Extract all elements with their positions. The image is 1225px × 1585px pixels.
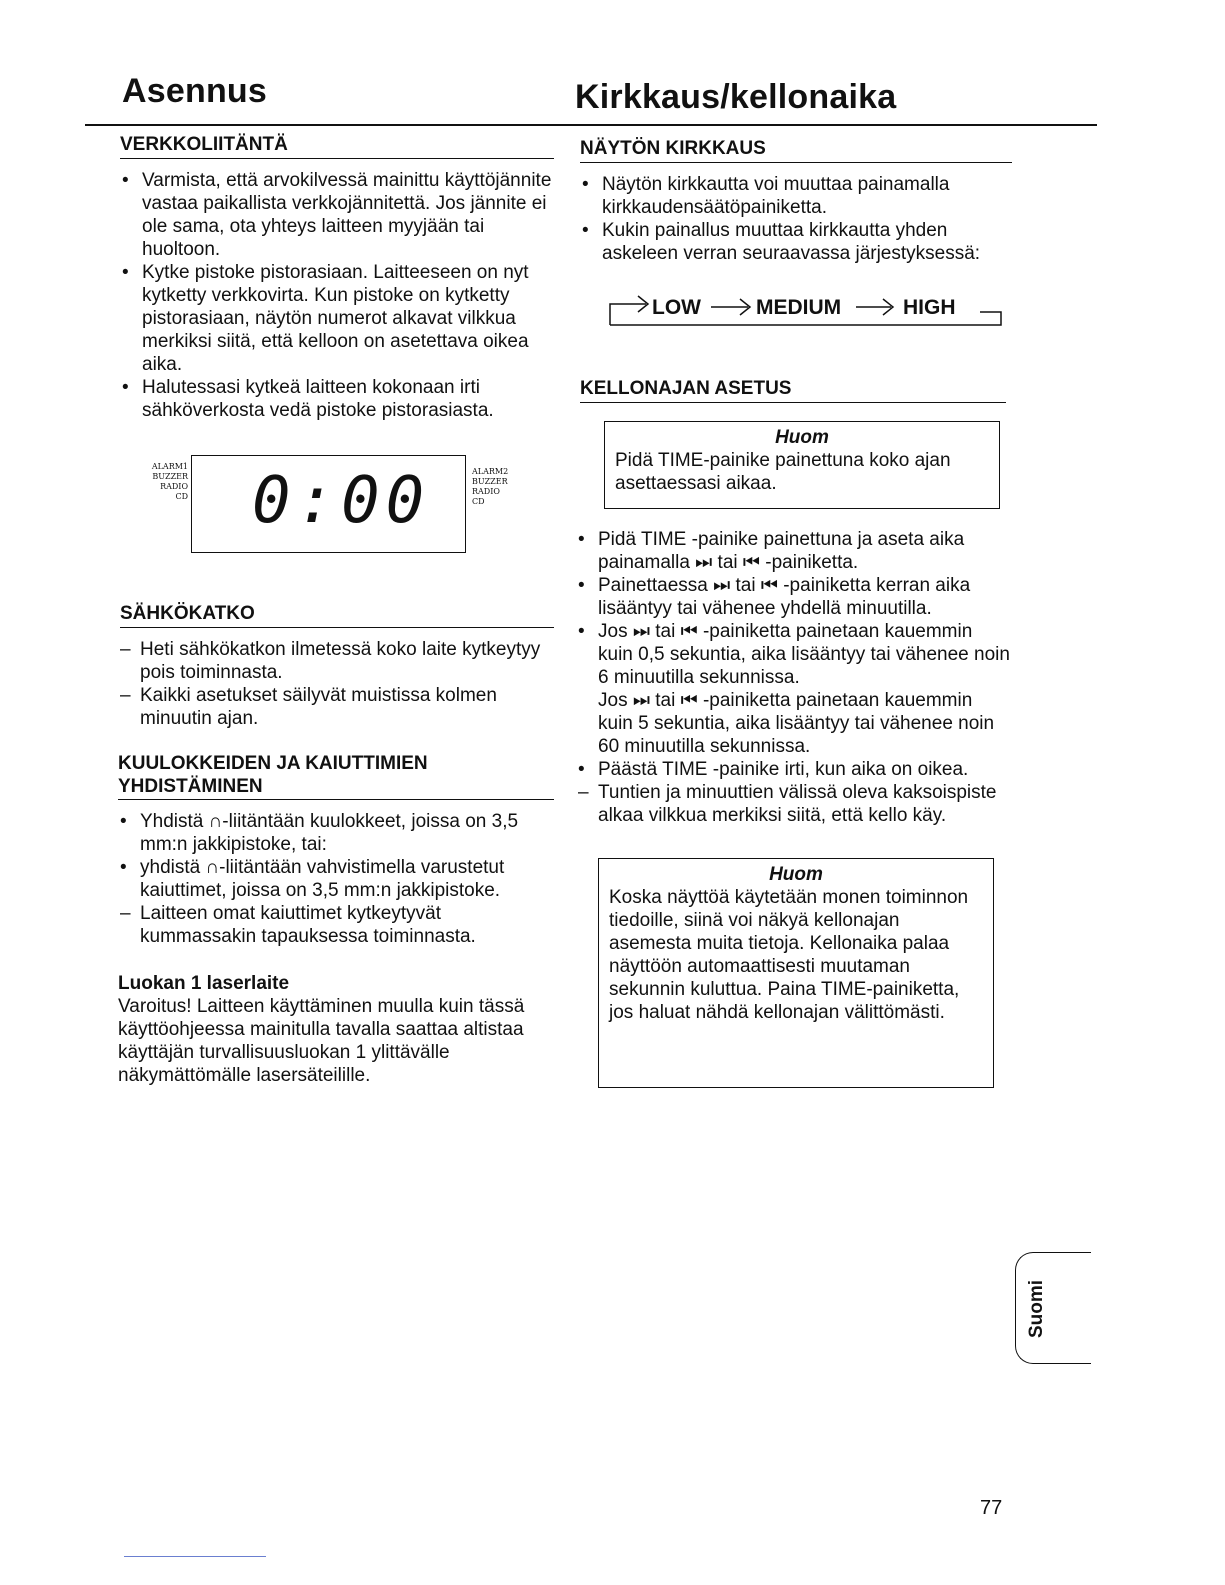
flow-low: LOW <box>652 296 701 319</box>
left-labels: ALARM1 BUZZER RADIO CD <box>151 462 188 501</box>
list-item: • Varmista, että arvokilvessä mainittu käyttöjännite vastaa paikallista verkkojännitettä. Jos jännite ei ole sama, ota yhteys laitteen myyjään tai huoltoon. <box>122 170 552 260</box>
list-item: • Kukin painallus muuttaa kirkkautta yhden askeleen verran seuraavassa järjestyksessä: <box>582 220 981 264</box>
page-number: 77 <box>980 1497 1003 1519</box>
language-tab-label: Suomi <box>1026 1279 1047 1339</box>
brightness-cycle-diagram <box>608 290 1003 335</box>
list-item: • Kytke pistoke pistorasiaan. Laitteeseen on nyt kytketty verkkovirta. Kun pistoke on kytketty pistorasiaan, näytön numerot alkavat vilkkua merkiksi siitä, että kelloon on asetettava oikea aika. <box>122 262 529 375</box>
note-text: Pidä TIME-painike painettuna koko ajan asettaessasi aikaa. <box>615 450 951 494</box>
list-item: – Tuntien ja minuuttien välissä oleva kaksoispiste alkaa vilkkua merkiksi siitä, että kello käy. <box>578 782 997 826</box>
list-item: • Yhdistä ∩-liitäntään kuulokkeet, joissa on 3,5 mm:n jakkipistoke, tai: <box>120 811 519 855</box>
language-tab <box>1015 1252 1091 1364</box>
heading-sahkokatko: SÄHKÖKATKO <box>120 603 554 628</box>
list-item: • Jos ⏭ tai ⏮ -painiketta painetaan kauemmin kuin 0,5 sekuntia, aika lisääntyy tai vähenee noin 6 minuutilla sekunnissa. <box>578 621 1010 688</box>
lcd-digits: 0:00 <box>252 464 431 538</box>
heading-verkkoliitanta: VERKKOLIITÄNTÄ <box>120 134 554 159</box>
heading-kellonaika: KELLONAJAN ASETUS <box>580 378 1006 403</box>
kirkkaus-list <box>580 173 1010 265</box>
flow-high: HIGH <box>903 296 956 319</box>
laser-text: Varoitus! Laitteen käyttäminen muulla kuin tässä käyttöohjeessa mainitulla tavalla saattaa altistaa käyttäjän turvallisuusluokan 1 ylittävälle näkymättömälle lasersäteilille. <box>118 996 525 1086</box>
title-rule <box>85 124 1097 126</box>
list-item: • Päästä TIME -painike irti, kun aika on oikea. <box>578 759 969 780</box>
laser-section <box>118 972 554 1087</box>
scan-mark <box>124 1556 266 1557</box>
sahko-list <box>118 638 558 730</box>
flow-medium: MEDIUM <box>756 296 842 319</box>
note-title: Huom <box>775 427 829 448</box>
list-item: • Pidä TIME -painike painettuna ja aseta aika painamalla ⏭ tai ⏮ -painiketta. <box>578 529 965 573</box>
right-labels: ALARM2 BUZZER RADIO CD <box>472 467 509 506</box>
list-item: Jos ⏭ tai ⏮ -painiketta painetaan kauemmin kuin 5 sekuntia, aika lisääntyy tai vähenee noin 60 minuutilla sekunnissa. <box>598 690 995 757</box>
list-item: • Halutessasi kytkeä laitteen kokonaan irti sähköverkosta vedä pistoke pistorasiasta. <box>122 377 494 421</box>
left-page-title: Asennus <box>122 72 267 110</box>
list-item: • Painettaessa ⏭ tai ⏮ -painiketta kerran aika lisääntyy tai vähenee yhdellä minuutilla. <box>578 575 971 619</box>
heading-kuulokkeet: KUULOKKEIDEN JA KAIUTTIMIEN YHDISTÄMINEN <box>118 752 554 800</box>
right-page-title: Kirkkaus/kellonaika <box>575 78 897 116</box>
list-item: • yhdistä ∩-liitäntään vahvistimella varustetut kaiuttimet, joissa on 3,5 mm:n jakkipistoke. <box>120 857 505 901</box>
laser-heading: Luokan 1 laserlaite <box>118 973 290 994</box>
lcd-display <box>191 455 466 553</box>
note-title: Huom <box>769 864 823 885</box>
list-item: – Kaikki asetukset säilyvät muistissa kolmen minuutin ajan. <box>120 685 497 729</box>
note-box-1 <box>604 421 1000 509</box>
verkko-list <box>120 169 560 422</box>
note-text: Koska näyttöä käytetään monen toiminnon tiedoille, siinä voi näkyä kellonajan asemesta muita tietoja. Kellonaika palaa näyttöön automaattisesti muutaman sekunnin kuluttua. Paina TIME-painiketta, jos haluat nähdä kellonajan välittömästi. <box>609 887 969 1023</box>
list-item: – Laitteen omat kaiuttimet kytkeytyvät kummassakin tapauksessa toiminnasta. <box>120 903 476 947</box>
note-box-2 <box>598 858 994 1088</box>
heading-kirkkaus: NÄYTÖN KIRKKAUS <box>580 138 1012 163</box>
kello-list <box>576 528 1012 827</box>
list-item: – Heti sähkökatkon ilmetessä koko laite kytkeytyy pois toiminnasta. <box>120 639 541 683</box>
kuulo-list <box>118 810 558 948</box>
list-item: • Näytön kirkkautta voi muuttaa painamalla kirkkaudensäätöpainiketta. <box>582 174 950 218</box>
